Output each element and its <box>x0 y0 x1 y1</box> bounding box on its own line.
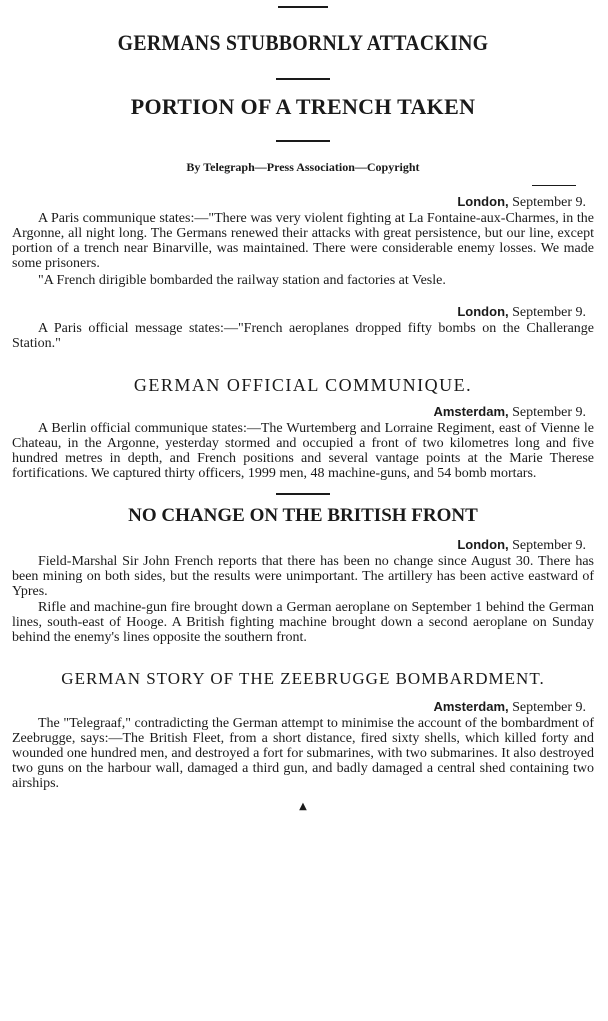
dateline-date: September 9. <box>512 538 586 553</box>
headline-rule-2 <box>276 140 330 142</box>
german-paragraph-1: A Berlin official communique states:—The Wurtemberg and Lorraine Regiment, east of Vienne le Chateau, in the Argonne, yesterday stormed and occupied a front of two kilometres long and five hundred metres in depth, and French positions and several vantage points at the Marie Therese fortifications. We captured thirty officers, 1999 men, 48 machine-guns, and 54 bomb mortars. <box>12 421 594 481</box>
section-rule-1 <box>276 493 330 495</box>
headline-secondary: PORTION OF A TRENCH TAKEN <box>130 94 476 119</box>
article-1-paragraph-1: A Paris communique states:—"There was very violent fighting at La Fontaine-aux-Charmes, in the Argonne, all night long. The Germans renewed their attacks with great persistence, but our line, except portion of a trench near Binarville, was maintained. There were considerable enemy losses. We made some prisoners. <box>12 211 594 271</box>
dateline-article-1 <box>12 194 594 211</box>
dateline-british <box>12 537 594 554</box>
dateline-date: September 9. <box>512 305 586 320</box>
end-mark-icon: ▲ <box>299 801 307 812</box>
dateline-city: Amsterdam, <box>433 699 509 714</box>
article-2-paragraph-1: A Paris official message states:—"French aeroplanes dropped fifty bombs on the Challerange Station." <box>12 321 594 351</box>
dateline-city: London, <box>457 304 509 319</box>
british-paragraph-1: Field-Marshal Sir John French reports that there has been no change since August 30. There has been mining on both sides, but the results were unimportant. The artillery has been active eastward of Ypres. <box>12 554 594 599</box>
dateline-date: September 9. <box>512 405 586 420</box>
zeebrugge-paragraph-1: The "Telegraaf," contradicting the German attempt to minimise the account of the bombardment of Zeebrugge, says:—The British Fleet, from a short distance, fired sixty shells, which killed forty and wounded one hundred men, and destroyed a fort for submarines, with two submarines. It also destroyed two guns on the harbour wall, damaged a third gun, and badly damaged a central shed containing two airships. <box>12 716 594 791</box>
dateline-date: September 9. <box>512 195 586 210</box>
credit-rule <box>532 185 576 186</box>
headline-rule-1 <box>276 78 330 80</box>
headline-primary: GERMANS STUBBORNLY ATTACKING <box>117 30 489 55</box>
section-heading-zeebrugge: GERMAN STORY OF THE ZEEBRUGGE BOMBARDMENT. <box>61 669 545 688</box>
british-paragraph-2: Rifle and machine-gun fire brought down a German aeroplane on September 1 behind the German lines, south-east of Hooge. A British fighting machine brought down a second aeroplane on Sunday behind the enemy's lines opposite the southern front. <box>12 600 594 645</box>
dateline-city: London, <box>457 537 509 552</box>
top-rule <box>278 6 328 8</box>
dateline-date: September 9. <box>512 700 586 715</box>
dateline-zeebrugge <box>12 699 594 716</box>
dateline-german <box>12 404 594 421</box>
wire-credit: By Telegraph—Press Association—Copyright <box>186 160 420 174</box>
section-heading-german: GERMAN OFFICIAL COMMUNIQUE. <box>133 375 473 395</box>
section-heading-british: NO CHANGE ON THE BRITISH FRONT <box>128 505 478 526</box>
dateline-city: Amsterdam, <box>433 404 509 419</box>
dateline-article-2 <box>12 304 594 321</box>
article-1-paragraph-2: "A French dirigible bombarded the railway station and factories at Vesle. <box>38 273 446 288</box>
newspaper-clipping <box>0 6 608 1021</box>
dateline-city: London, <box>457 194 509 209</box>
